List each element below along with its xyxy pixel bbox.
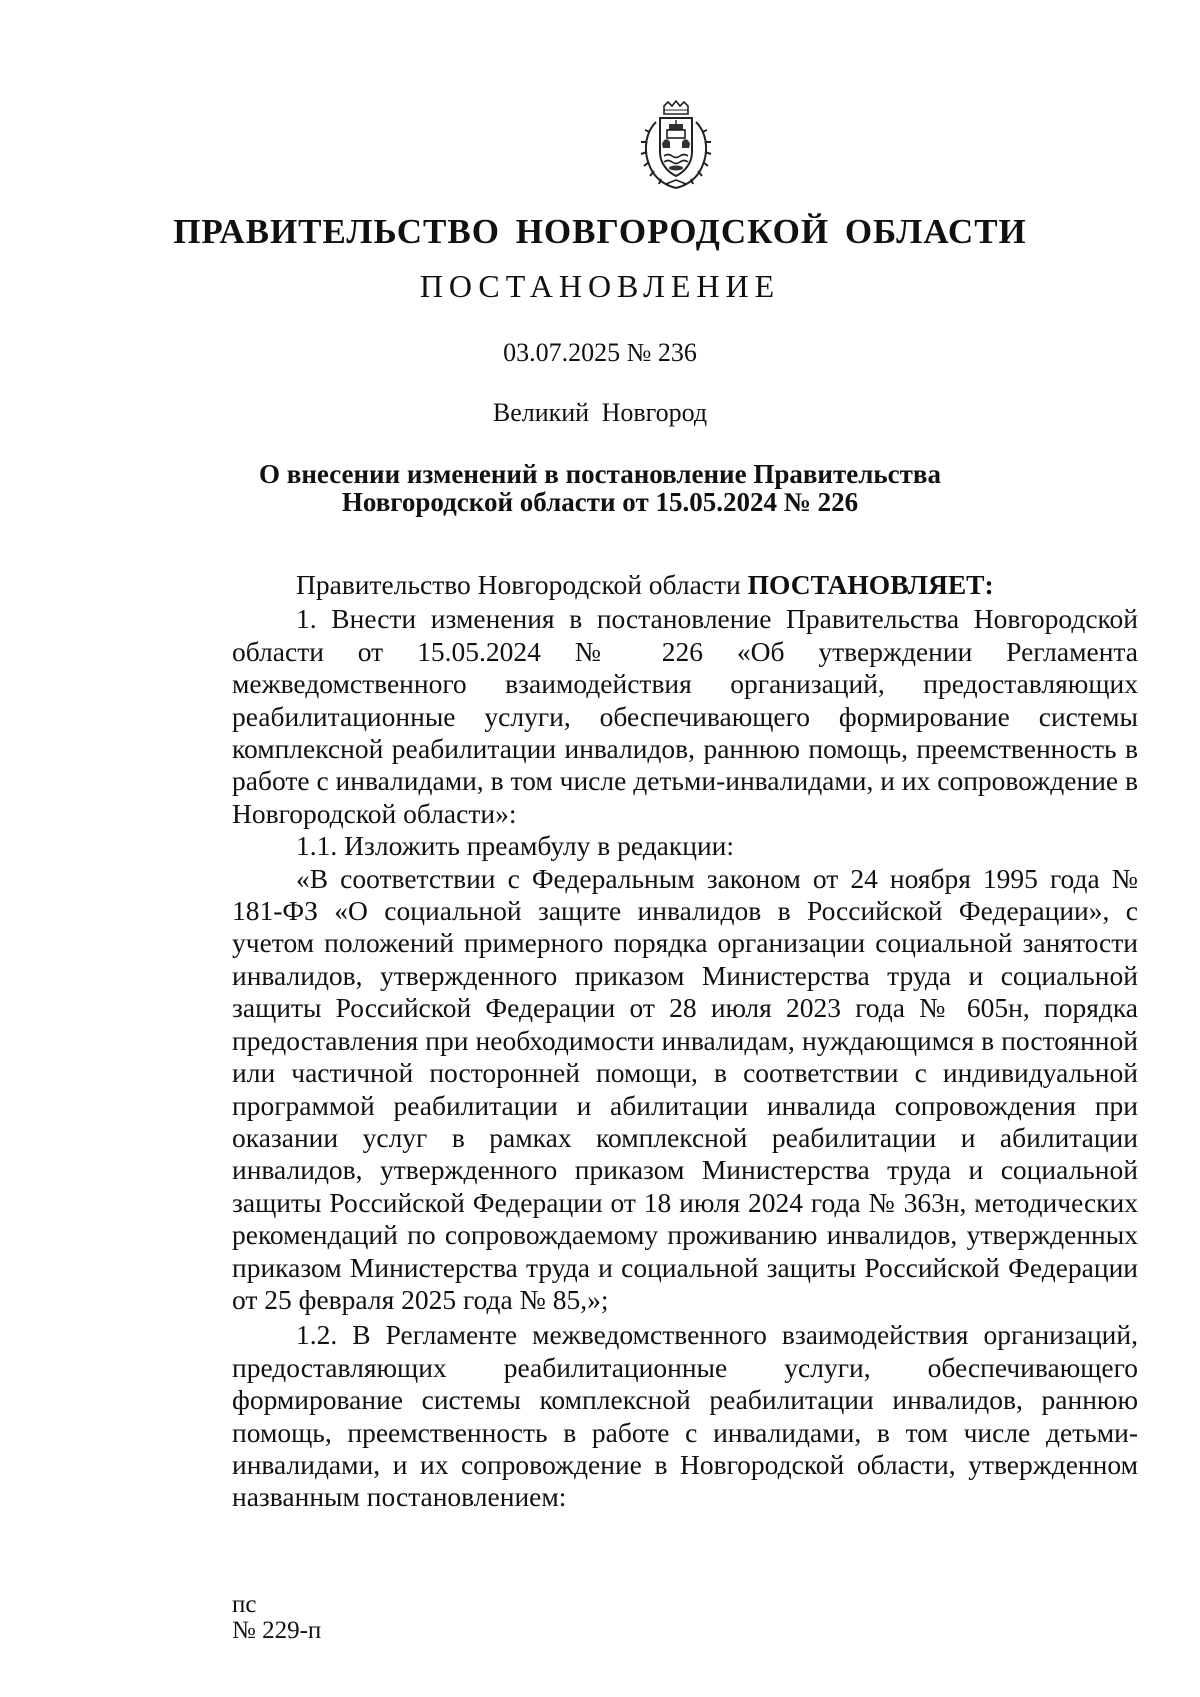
footer-number: № 229-п <box>232 1617 322 1644</box>
document-footer <box>232 1592 321 1644</box>
government-name: ПРАВИТЕЛЬСТВО НОВГОРОДСКОЙ ОБЛАСТИ <box>173 212 1027 251</box>
subject-line-2: Новгородской области от 15.05.2024 № 226 <box>341 487 859 517</box>
decree-line <box>232 569 1138 601</box>
footer-code: пс <box>232 1591 257 1618</box>
document-date-number: 03.07.2025 № 236 <box>503 338 697 367</box>
paragraph-1-2: 1.2. В Регламенте межведомственного взаимодействия организаций, предоставляющих реабилитационные услуги, обеспечивающего формирование системы комплексной реабилитации инвалидов, раннюю помощь, преемственность в работе с инвалидами, в том числе детьми-инвалидами, и их сопровождение в Новгородской области, утвержденном названным постановлением: <box>232 1319 1138 1513</box>
document-city: Великий Новгород <box>492 398 708 427</box>
subject-line-1: О внесении изменений в постановление Правительства <box>259 459 941 489</box>
paragraph-quote: «В соответствии с Федеральным законом от 24 ноября 1995 года № 181-ФЗ «О социальной защите инвалидов в Российской Федерации», с учетом положений примерного порядка организации социальной занятости инвалидов, утвержденного приказом Министерства труда и социальной защиты Российской Федерации от 28 июля 2023 года № 605н, порядка предоставления при необходимости инвалидам, нуждающимся в постоянной или частичной посторонней помощи, в соответствии с индивидуальной программой реабилитации и абилитации инвалида сопровождения при оказании услуг в рамках комплексной реабилитации и абилитации инвалидов, утвержденного приказом Министерства труда и социальной защиты Российской Федерации от 18 июля 2024 года № 363н, методических рекомендаций по сопровождаемому проживанию инвалидов, утвержденных приказом Министерства труда и социальной защиты Российской Федерации от 25 февраля 2025 года № 85,»; <box>232 862 1138 1315</box>
decree-prefix: Правительство Новгородской области <box>296 569 748 600</box>
document-subject <box>0 460 1200 516</box>
decree-word: ПОСТАНОВЛЯЕТ: <box>747 569 994 600</box>
paragraph-1-1: 1.1. Изложить преамбулу в редакции: <box>296 830 735 862</box>
novgorod-coat-of-arms-icon <box>636 100 716 192</box>
document-type: ПОСТАНОВЛЕНИЕ <box>419 268 781 304</box>
paragraph-1: 1. Внести изменения в постановление Правительства Новгородской области от 15.05.2024 № 226 «Об утверждении Регламента межведомственного взаимодействия организаций, предоставляющих реабилитационные услуги, обеспечивающего формирование системы комплексной реабилитации инвалидов, раннюю помощь, преемственность в работе с инвалидами, в том числе детьми-инвалидами, и их сопровождение в Новгородской области»: <box>232 603 1138 829</box>
document-body <box>232 569 1138 1514</box>
